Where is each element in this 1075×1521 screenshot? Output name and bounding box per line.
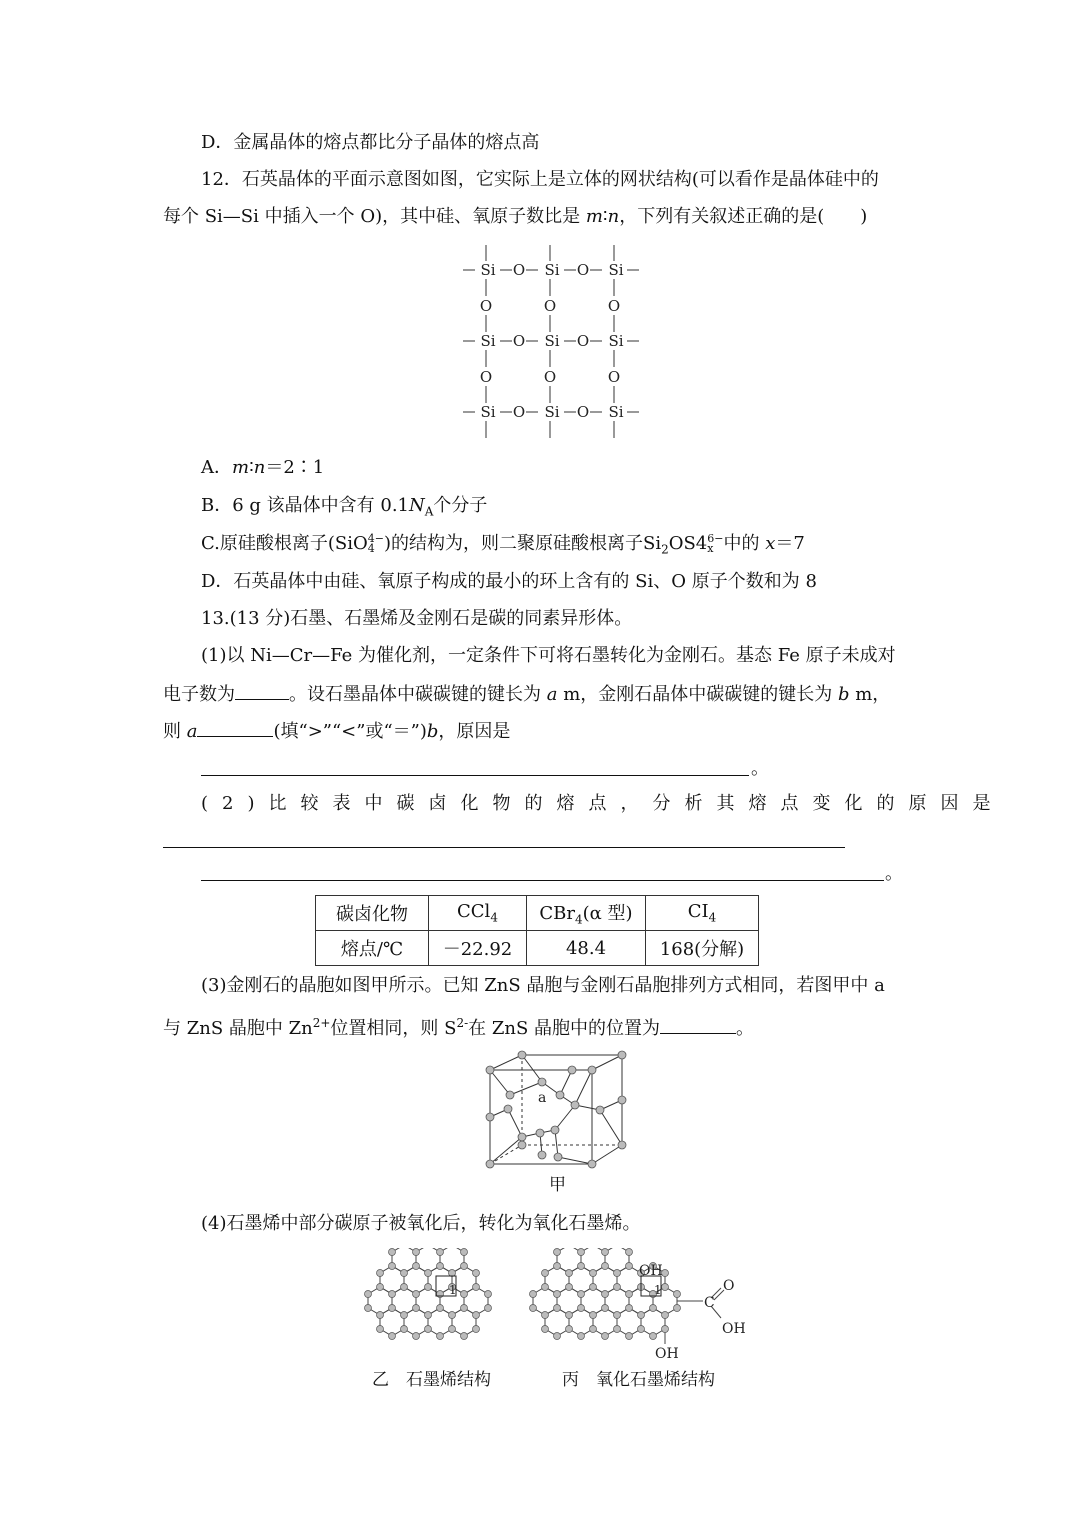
atom-1-label: 1 [449,1283,457,1297]
table-cell: 熔点/℃ [316,931,429,966]
answer-blank[interactable] [235,681,289,700]
si-atom: Si [608,261,624,279]
q13-p3-line1: (3)金刚石的晶胞如图甲所示。已知 ZnS 晶胞与金刚石晶胞排列方式相同，若图甲中 a [201,975,885,996]
o-atom: O [512,403,526,421]
si-atom: Si [544,261,560,279]
atom-a-label: a [538,1090,547,1106]
table-header-cell: CCl$_4$ [429,896,527,931]
period: 。 [751,758,769,779]
table-header-cell: 碳卤化物 [316,896,429,931]
table-row [316,896,759,931]
o-atom: O [543,297,557,315]
o-atom: O [512,261,526,279]
table-header-cell: CBr$_4$(α 型) [527,896,646,931]
o-atom: O [576,261,590,279]
o-atom: O [543,368,557,386]
q12-option-a: A．m∶n＝2∶1 [201,457,325,478]
oh-label-top: OH [639,1263,663,1279]
fig-yi-caption: 乙 石墨烯结构 [372,1370,491,1390]
q13-p1-line2: 电子数为 。设石墨晶体中碳碳键的键长为 a m，金刚石晶体中碳碳键的键长为 b m， [163,681,890,707]
cooh-o-label: O [723,1278,735,1294]
fig-jia-caption: 甲 [549,1175,566,1195]
q13-stem: 13.(13 分)石墨、石墨烯及金刚石是碳的同素异形体。 [201,608,633,629]
table-cell: －22.92 [429,931,527,966]
q13-p3-line2: 与 ZnS 晶胞中 $Zn^{2+}$位置相同，则 $S^{2-}$在 ZnS 晶胞中的位置为 。 [163,1016,755,1039]
q12-option-b: B．6 g 该晶体中含有 $0.1N_A$个分子 [201,495,488,519]
answer-blank[interactable] [197,718,273,737]
period: 。 [885,863,903,884]
o-atom: O [576,332,590,350]
q13-p1-line3: 则 a (填“>”“<”或“＝”)b，原因是 [163,718,510,744]
table-row [316,931,759,966]
graphene-oxide-structure-figure [525,1248,785,1363]
si-atom: Si [608,332,624,350]
answer-blank[interactable] [660,1015,736,1034]
si-atom: Si [608,403,624,421]
q12-option-c: C.原硅酸根离子(SiO 4− 4 )的结构为，则二聚原硅酸根离子$Si_2OS4$ 6− x 中的 x＝7 [201,532,805,557]
si-atom: Si [480,403,496,421]
si-atom: Si [544,403,560,421]
melting-point-table [315,895,759,966]
table-cell: 168(分解) [646,931,759,966]
si-atom: Si [480,261,496,279]
si-atom: Si [480,332,496,350]
table-cell: 48.4 [527,931,646,966]
o-atom: O [512,332,526,350]
q12-option-d: D．石英晶体中由硅、氧原子构成的最小的环上含有的 Si、O 原子个数和为 8 [201,571,817,592]
q13-p2-text: (2)比较表中碳卤化物的熔点，分析其熔点变化的原因是 [201,793,1005,814]
o-atom: O [479,368,493,386]
o-atom: O [479,297,493,315]
o-atom: O [607,297,621,315]
q13-p4: (4)石墨烯中部分碳原子被氧化后，转化为氧化石墨烯。 [201,1213,641,1234]
quartz-network-diagram [455,240,655,445]
cooh-c-label: C [704,1295,715,1311]
answer-line[interactable] [163,847,845,848]
oh-label-bottom: OH [655,1346,679,1362]
answer-line[interactable] [201,775,749,776]
o-atom: O [607,368,621,386]
si-atom: Si [544,332,560,350]
q13-p1-line1: (1)以 Ni—Cr—Fe 为催化剂，一定条件下可将石墨转化为金刚石。基态 Fe 原子未成对 [201,645,896,666]
q11-option-d: D．金属晶体的熔点都比分子晶体的熔点高 [201,132,540,153]
fig-bing-caption: 丙 氧化石墨烯结构 [562,1370,715,1390]
atom-1-label: 1 [654,1283,662,1297]
cooh-oh-label: OH [722,1321,746,1337]
answer-line[interactable] [201,880,884,881]
diamond-unit-cell-figure [480,1045,635,1170]
q12-stem-line1: 12．石英晶体的平面示意图如图，它实际上是立体的网状结构(可以看作是晶体硅中的 [201,169,879,190]
graphene-structure-figure [360,1248,495,1348]
q12-stem-line2: 每个 Si—Si 中插入一个 O)，其中硅、氧原子数比是 m∶n，下列有关叙述正确的是( ) [163,206,868,227]
o-atom: O [576,403,590,421]
table-header-cell: $CI_4$ [646,896,759,931]
